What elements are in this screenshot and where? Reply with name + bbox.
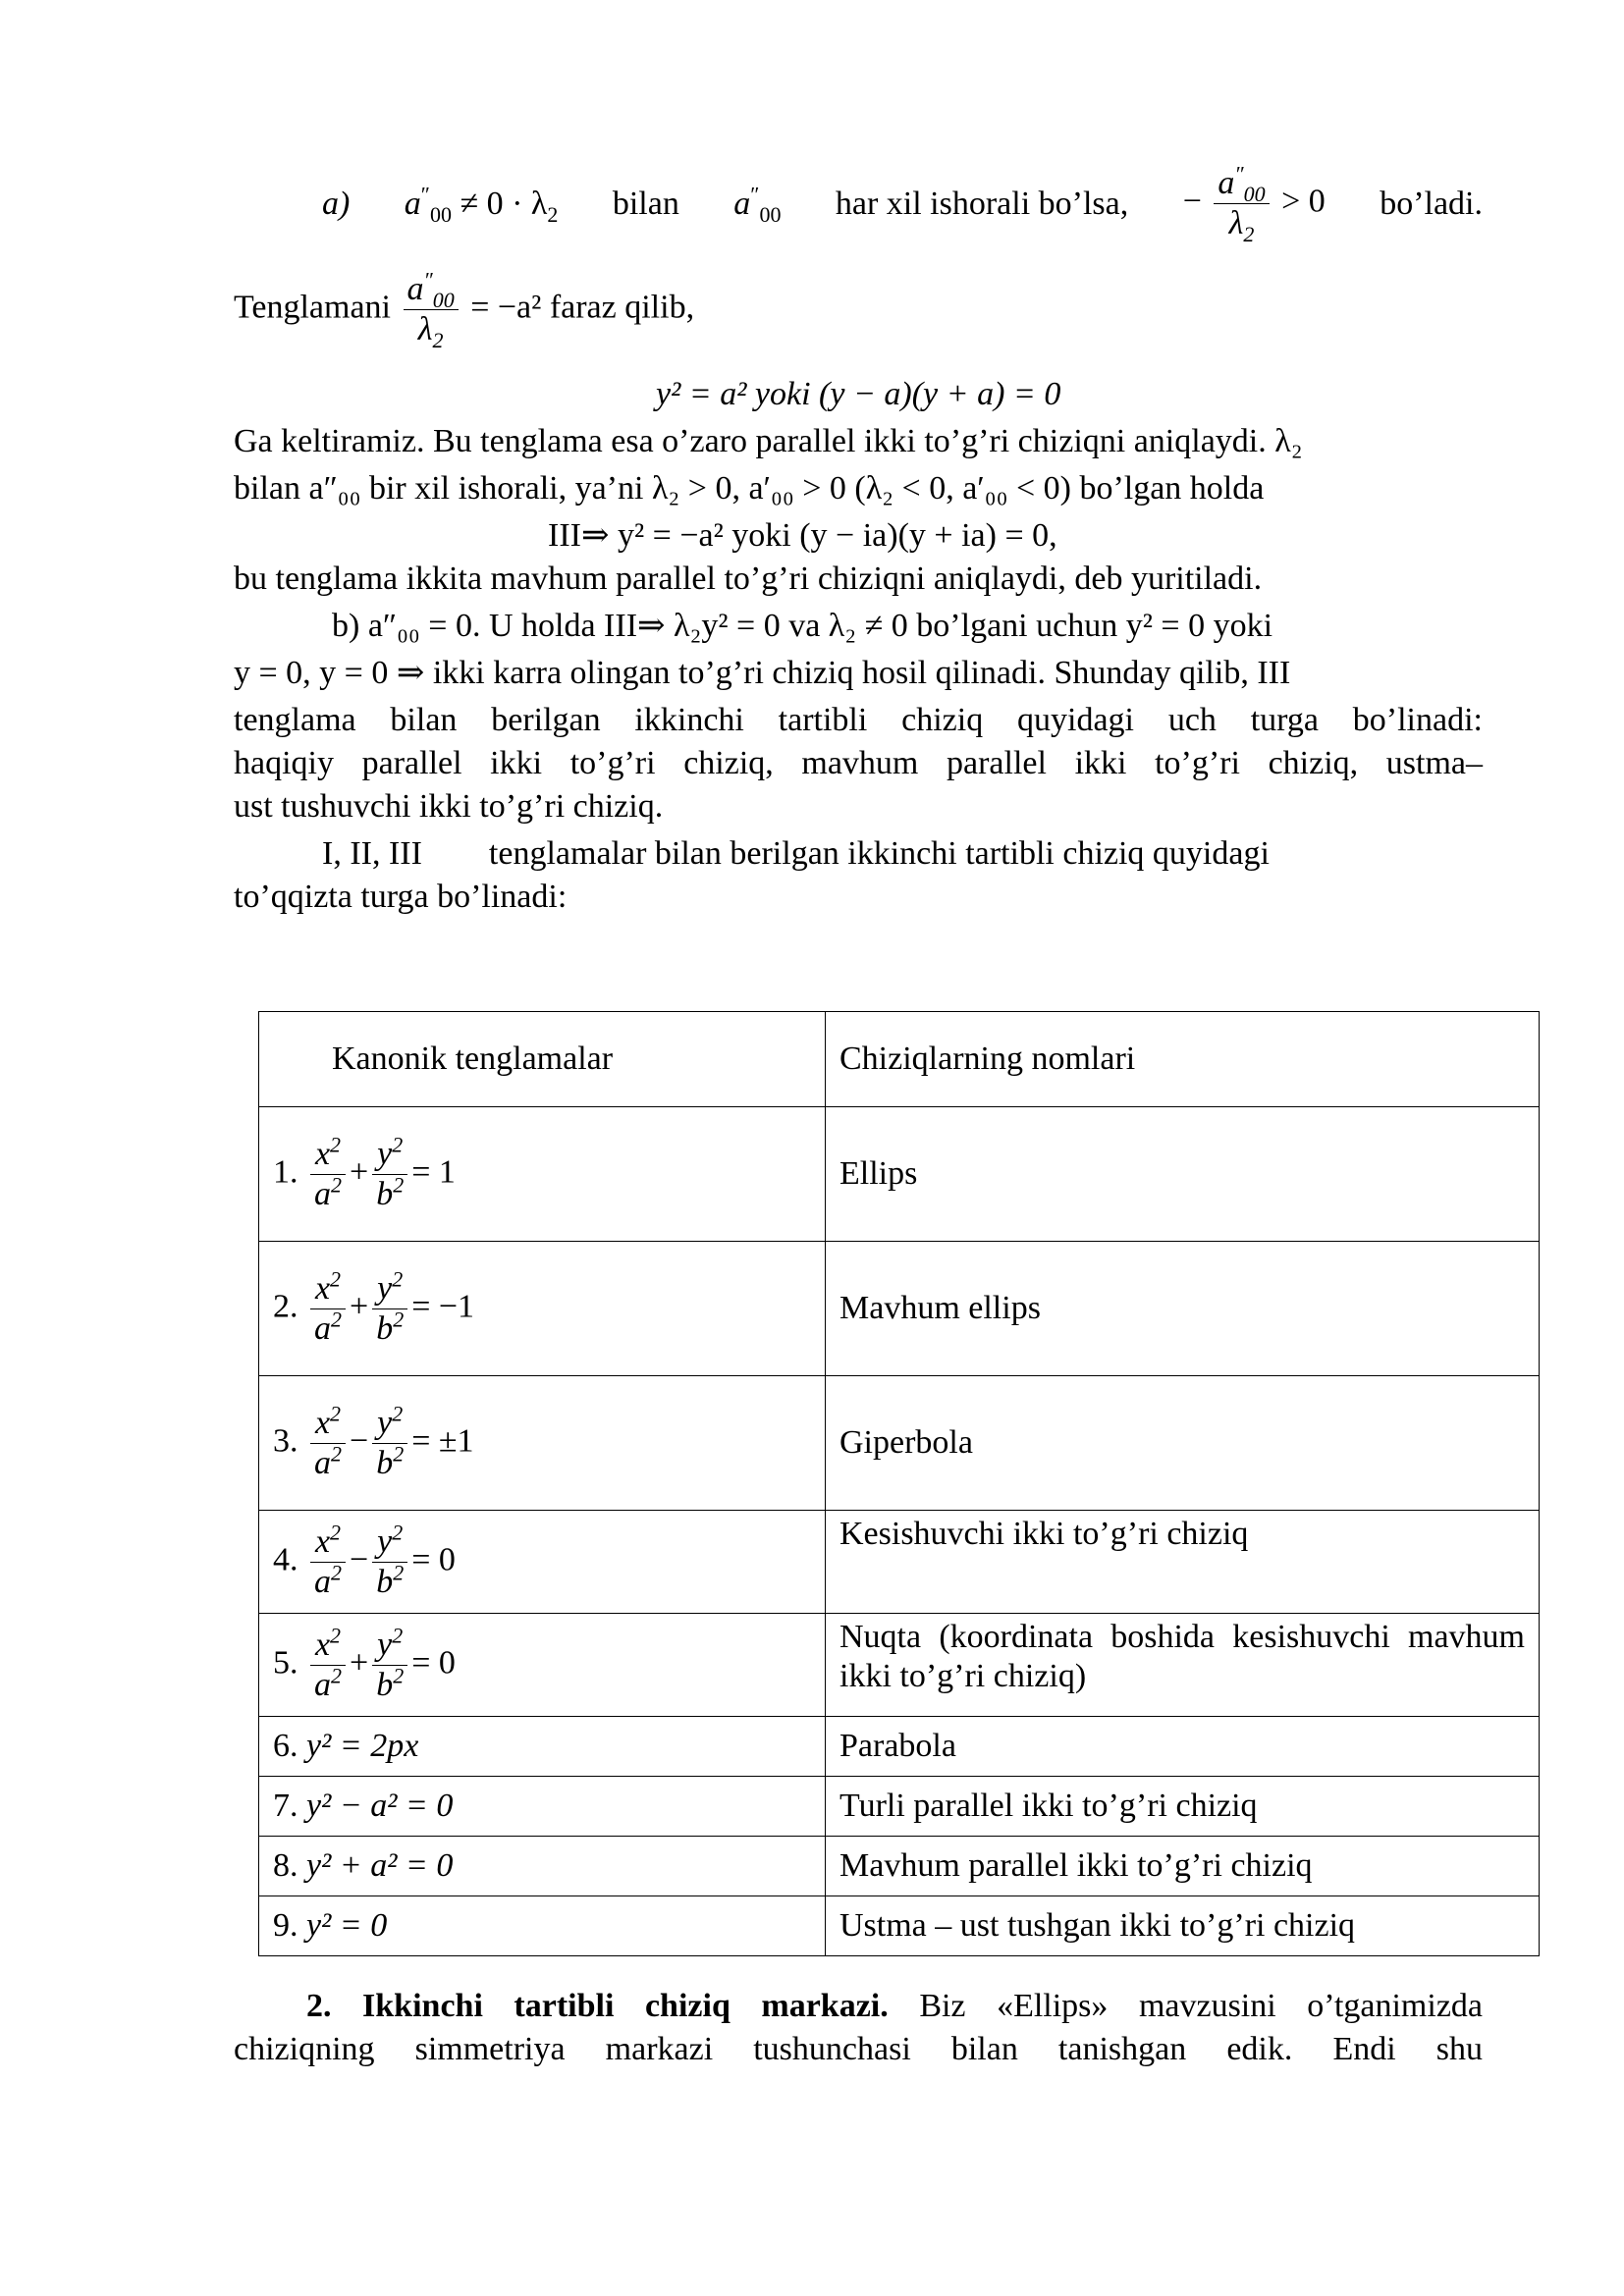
paragraph-a [322,161,1483,246]
text-harxil: har xil ishorali bo’lsa, [835,185,1129,222]
header-names: Chiziqlarning nomlari [826,1012,1540,1107]
table-row: 4. $\frac{x^2}{a^2}$ − $\frac{y^2}{b^2}$ = 0 Kesishuvchi ikki to’g’ri chiziq [259,1511,1540,1614]
label-a: a) [322,185,351,222]
row-name: Ustma – ust tushgan ikki to’g’ri chiziq [826,1896,1540,1956]
text-bilan: bilan [612,185,679,222]
table-row: 5. $\frac{x^2}{a^2}$ + $\frac{y^2}{b^2}$ = 0 Nuqta (koordinata boshida kesishuvchi mavhum ikki to’g’ri chiziq) [259,1614,1540,1717]
section-heading: 2. Ikkinchi tartibli chiziq markazi. [306,1988,889,2024]
paragraph-iii-2: to’qqizta turga bo’linadi: [234,879,568,915]
table-row: 2. $\frac{x^2}{a^2}$ + $\frac{y^2}{b^2}$ = −1 Mavhum ellips [259,1242,1540,1376]
fraction-condition: − $\frac{a''_{00}}{\lambda_2}$ > 0 [1182,161,1326,246]
paragraph-b: b) a″₀₀ = 0. U holda III⇒ λ₂y² = 0 va λ₂ ≠ 0 bo’lgani uchun y² = 0 yoki [332,608,1273,644]
row-name: Ellips [826,1107,1540,1242]
header-equations: Kanonik tenglamalar [259,1012,826,1107]
text-mavhum: bu tenglama ikkita mavhum parallel to’g’ri chiziqni aniqlaydi, deb yuritiladi. [234,561,1263,597]
formula-a00: $a''_{00}$ [733,182,782,227]
table-row: 1. $\frac{x^2}{a^2}$ + $\frac{y^2}{b^2}$ = 1 Ellips [259,1107,1540,1242]
paragraph-iii: I, II, III tenglamalar bilan berilgan ikkinchi tartibli chiziq quyidagi [322,835,1270,872]
text-boladi: bo’ladi. [1380,185,1483,222]
table-row: 3. $\frac{x^2}{a^2}$ − $\frac{y^2}{b^2}$ = ±1 Giperbola [259,1376,1540,1511]
section-2-line-1: 2. Ikkinchi tartibli chiziq markazi. Biz «Ellips» mavzusini o’tganimizda [306,1988,1484,2024]
row-name: Mavhum parallel ikki to’g’ri chiziq [826,1837,1540,1896]
row-name: Turli parallel ikki to’g’ri chiziq [826,1777,1540,1837]
formula-a: $a''_{00} \ne 0 \cdot \lambda_2$ [404,182,559,227]
paragraph-b-3: tenglama bilan berilgan ikkinchi tartibli chiziq quyidagi uch turga bo’linadi: [234,702,1483,738]
table-row: 7. y² − a² = 0 Turli parallel ikki to’g’ri chiziq [259,1777,1540,1837]
text-bilan-bir: bilan a″₀₀ bir xil ishorali, ya’ni λ₂ > 0, a′₀₀ > 0 (λ₂ < 0, a′₀₀ < 0) bo’lgan holda [234,470,1265,507]
table-row: 8. y² + a² = 0 Mavhum parallel ikki to’g’ri chiziq [259,1837,1540,1896]
table-header-row [259,1012,1540,1107]
equation-2: III⇒ y² = −a² yoki (y − ia)(y + ia) = 0, [548,517,1057,554]
paragraph-tenglamani: Tenglamani $\frac{a''_{00}}{\lambda_2}$ = −a² faraz qilib, [234,267,695,352]
row-name: Mavhum ellips [826,1242,1540,1376]
canonical-equations-table [258,1011,1540,1956]
text-ga-keltiramiz: Ga keltiramiz. Bu tenglama esa o’zaro parallel ikki to’g’ri chiziqni aniqlaydi. λ₂ [234,423,1303,459]
paragraph-b-5: ust tushuvchi ikki to’g’ri chiziq. [234,788,664,825]
row-name: Parabola [826,1717,1540,1777]
table-row: 6. y² = 2px Parabola [259,1717,1540,1777]
table-row: 9. y² = 0 Ustma – ust tushgan ikki to’g’ri chiziq [259,1896,1540,1956]
paragraph-b-4: haqiqiy parallel ikki to’g’ri chiziq, mavhum parallel ikki to’g’ri chiziq, ustma– [234,745,1483,781]
section-2-line-2: chiziqning simmetriya markazi tushunchasi bilan tanishgan edik. Endi shu [234,2031,1483,2067]
row-name: Kesishuvchi ikki to’g’ri chiziq [826,1511,1540,1614]
row-name: Nuqta (koordinata boshida kesishuvchi mavhum ikki to’g’ri chiziq) [826,1614,1540,1717]
equation-1: y² = a² yoki (y − a)(y + a) = 0 [656,376,1061,412]
paragraph-b-2: y = 0, y = 0 ⇒ ikki karra olingan to’g’ri chiziq hosil qilinadi. Shunday qilib, III [234,655,1291,691]
row-name: Giperbola [826,1376,1540,1511]
